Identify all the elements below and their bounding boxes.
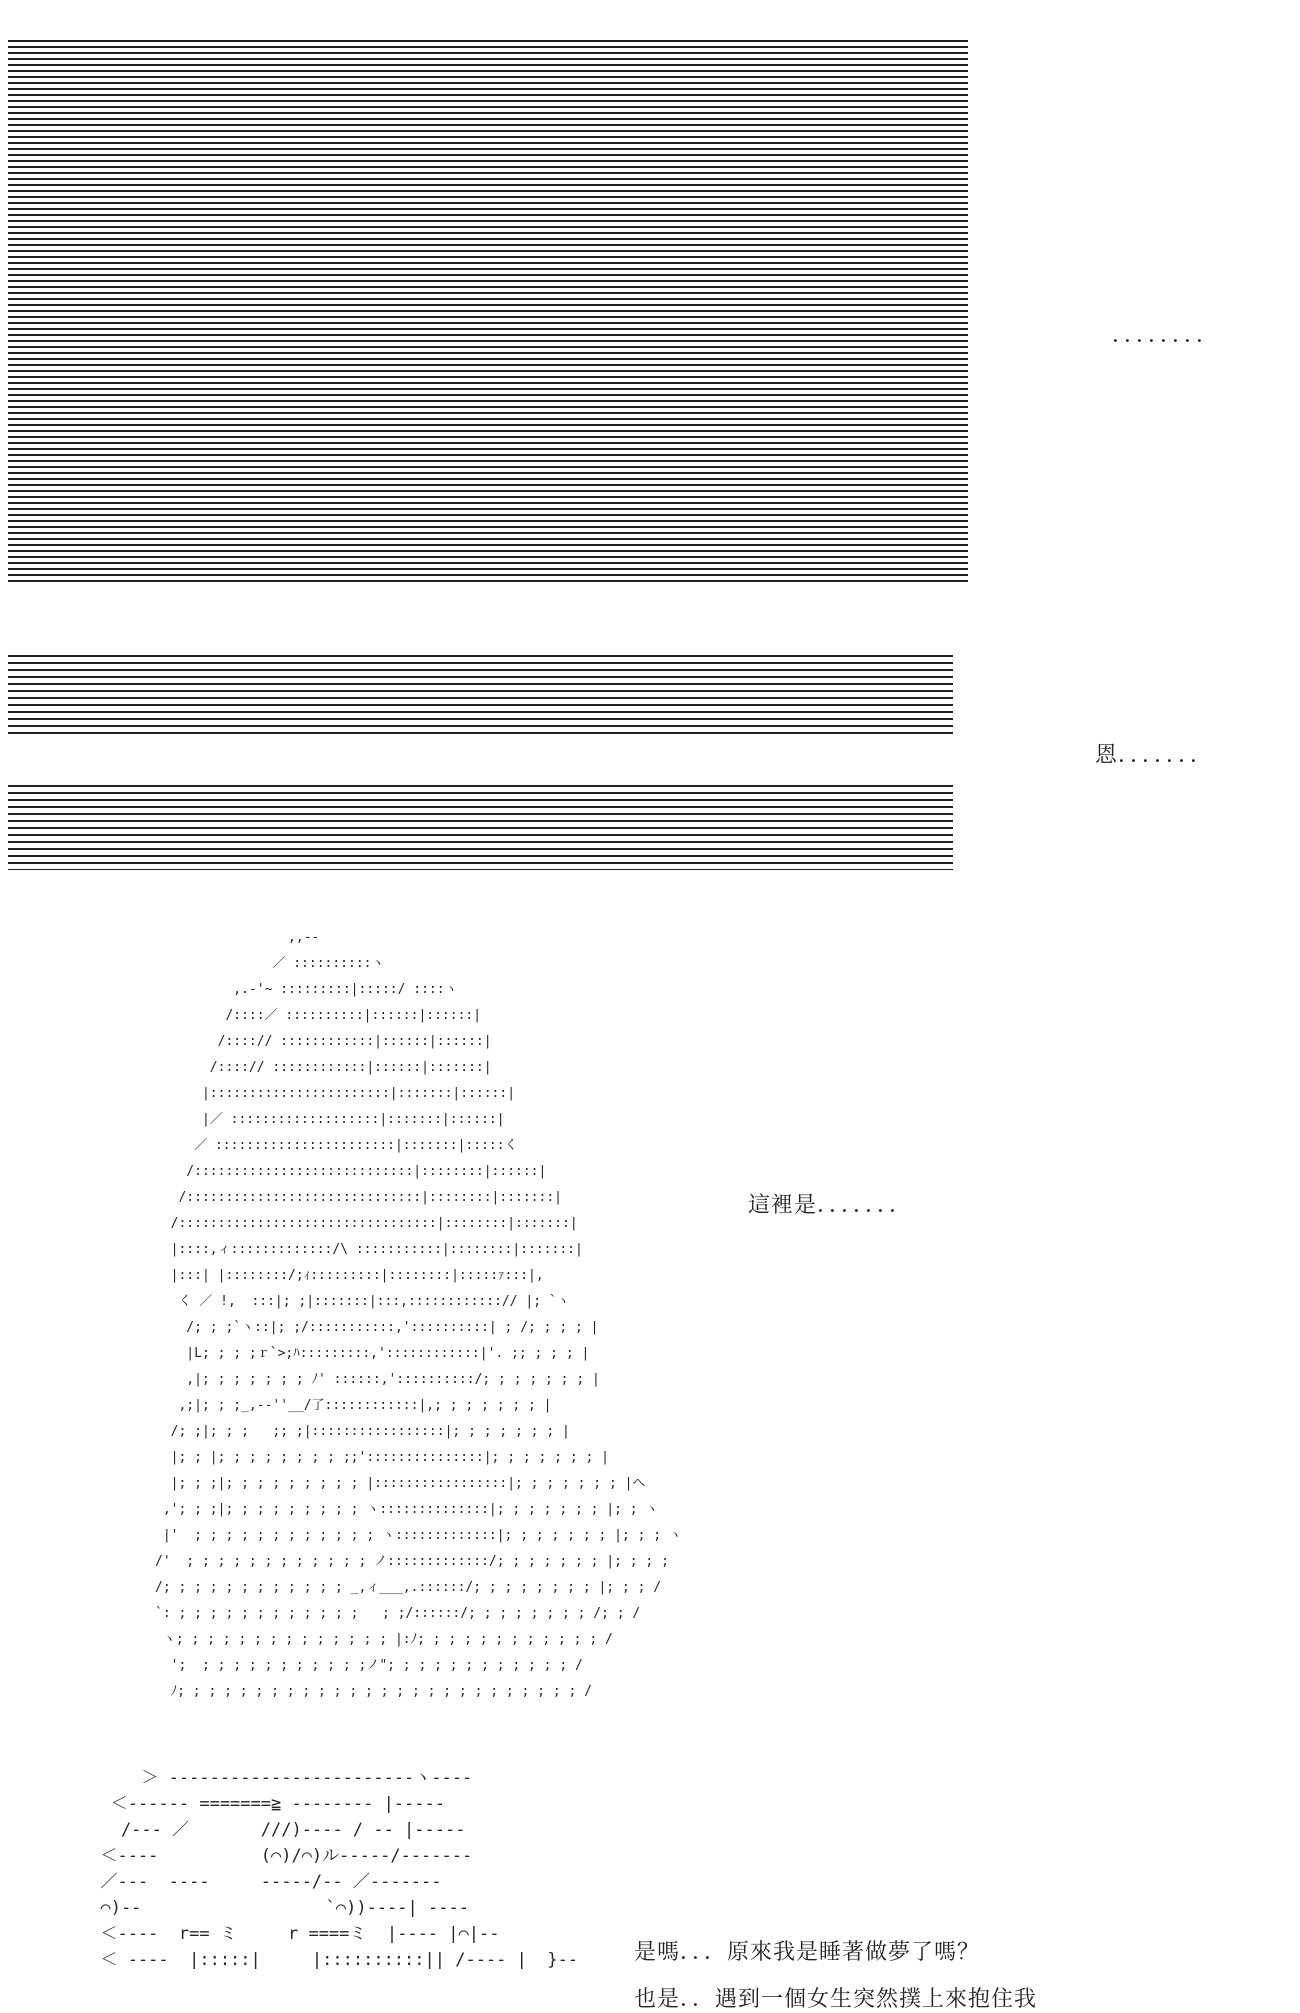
dash-line [8,352,968,354]
dash-line [8,112,968,114]
dash-line [8,394,968,396]
dash-line [8,172,968,174]
dash-line [8,142,968,144]
dash-line [8,100,968,102]
dash-line [8,711,953,713]
dash-line [8,118,968,120]
dash-line [8,418,968,420]
dash-line [8,538,968,540]
dash-line [8,848,953,850]
dash-line [8,424,968,426]
dash-line [8,76,968,78]
dash-line [8,70,968,72]
dash-line [8,154,968,156]
hooded-figure-ascii-art: ,,-- ／ ::::::::::ヽ ,.-'~ :::::::::|:::::/ ::::ヽ /::::／ ::::::::::|::::::|::::::| /::::// ::::::::::::|::::::|::::::| /::::// ::::::::::::|::::::|:::::::| |:::::::::::::::::::::::|:::::::|::::::| |／ :::::::::::::::::::|:::::::|::::::| ／ :::::::::::::::::::::::|:::::::|:::::く /::::::::::::::::::::::::::::|::::::::|::::::| /::::::::::::::::::::::::::::::|::::::::|:::::::| /:::::::::::::::::::::::::::::::::|::::::::|:::::::| |::::,ィ:::::::::::::/\ :::::::::::|::::::::|:::::::| |:::| |::::::::/;ｨ:::::::::|::::::::|:::::ｧ:::|, く ／ !, :::|; ;|:::::::|:::,::::::::::::// |; `ヽ /; ; ;`ヽ::|; ;/:::::::::::,'::::::::::| ; /; ; ; ; | |L; ; ; ;ｒ`>;ﾊ:::::::::,'::::::::::::|'. ;; ; ; ; | ,|; ; ; ; ; ; ; ﾉ' ::::::,'::::::::::/; ; ; ; ; ; ; | ,;|; ; ;_,--''__/了::::::::::::|,; ; ; ; ; ; ; | /; ;|; ; ; ;; ;|:::::::::::::::::|; ; ; ; ; ; ; | |; ; |; ; ; ; ; ; ; ; ;;':::::::::::::::|; ; ; ; ; ; ; | |; ; ;|; ; ; ; ; ; ; ; ; |:::::::::::::::::|; ; ; ; ; ; ; |へ ,'; ; ;|; ; ; ; ; ; ; ; ; ヽ::::::::::::::|; ; ; ; ; ; ; |; ; ヽ |' ; ; ; ; ; ; ; ; ; ; ; ; ヽ:::::::::::::|; ; ; ; ; ; ; |; ; ; ヽ /' ; ; ; ; ; ; ; ; ; ; ; ; ノ:::::::::::::/; ; ; ; ; ; ; |; ; ; ; /; ; ; ; ; ; ; ; ; ; ; ; _,ィ___,.::::::/; ; ; ; ; ; ; ; |; ; ; / `: ; ; ; ; ; ; ; ; ; ; ; ; ; ;/::::::/; ; ; ; ; ; ; ; /; ; / ヽ; ; ; ; ; ; ; ; ; ; ; ; ; ; |:ﾉ; ; ; ; ; ; ; ; ; ; ; ; / '; ; ; ; ; ; ; ; ; ; ; ;ノ"; ; ; ; ; ; ; ; ; ; ; ; / ﾉ; ; ; ; ; ; ; ; ; ; ; ; ; ; ; ; ; ; ; ; ; ; ; ; ; ; / [155,930,682,1699]
dash-line [8,232,968,234]
dash-line [8,280,968,282]
dash-line [8,514,968,516]
dash-line [8,655,953,657]
dash-line [8,400,968,402]
dash-line [8,827,953,829]
dash-line [8,466,968,468]
dash-line [8,220,968,222]
dash-line [8,364,968,366]
dash-line [8,820,953,822]
dash-line [8,412,968,414]
dash-line [8,460,968,462]
dash-line [8,88,968,90]
dash-line [8,238,968,240]
dash-line [8,813,953,815]
dark-lines-panel [8,40,968,585]
dash-line [8,669,953,671]
dash-line [8,82,968,84]
dash-line [8,286,968,288]
dash-line [8,322,968,324]
dash-line [8,46,968,48]
dash-line [8,799,953,801]
dash-line [8,478,968,480]
horizontal-line-field [8,40,968,585]
dash-line [8,490,968,492]
dash-line [8,690,953,692]
dash-line [8,202,968,204]
dash-line [8,732,953,734]
dash-line [8,792,953,794]
dash-line [8,683,953,685]
dash-line [8,370,968,372]
dash-line [8,725,953,727]
dash-line [8,328,968,330]
dash-line [8,190,968,192]
dash-line [8,256,968,258]
dash-line [8,520,968,522]
dash-line [8,304,968,306]
dash-line [8,834,953,836]
dash-line [8,94,968,96]
dash-line [8,502,968,504]
dash-line [8,298,968,300]
dialogue-line-1: ．．．．．．．． [1112,323,1220,348]
dash-line [8,166,968,168]
dash-line [8,526,968,528]
dash-line [8,855,953,857]
dash-line [8,184,968,186]
dash-line [8,436,968,438]
dash-line [8,556,968,558]
dash-line [8,268,968,270]
dash-line [8,214,968,216]
face-closeup-ascii-art: ＞ ------------------------ヽ---- ＜------ =======≧ -------- |----- /--- ／ ///)---- / -- |----- ＜---- (⌒)/⌒)ル-----/------- ／--- ---- -----/-- ／------- ⌒)-- `⌒))----| ---- ＜---- r== ミ r ====ミ |---- |⌒|-- ＜ ---- |:::::| |::::::::::|| /---- | }-- [100,1768,579,1970]
dash-line [8,136,968,138]
dash-line [8,442,968,444]
dash-line [8,148,968,150]
dash-line [8,52,968,54]
dash-line [8,334,968,336]
dash-line [8,574,968,576]
dash-line [8,382,968,384]
dash-line [8,208,968,210]
dash-line [8,718,953,720]
dash-line [8,40,968,42]
dash-line [8,106,968,108]
dialogue-line-2: 恩．．．．．．． [1095,743,1214,768]
dash-line [8,532,968,534]
dash-line [8,262,968,264]
dash-line [8,388,968,390]
dash-line [8,160,968,162]
dash-line [8,496,968,498]
dash-line [8,568,968,570]
dash-line [8,340,968,342]
dash-line [8,785,953,787]
dash-line [8,697,953,699]
upper-eyelid-lines [8,655,953,735]
dash-line [8,196,968,198]
dash-line [8,862,953,864]
dash-line [8,346,968,348]
dash-line [8,472,968,474]
dash-line [8,704,953,706]
eyes-opening-panel [8,655,953,870]
dialogue-line-5: 也是．．遇到一個女生突然撲上來抱住我 [634,1987,1038,2012]
dash-line [8,662,953,664]
dash-line [8,508,968,510]
dash-line [8,869,953,870]
lower-eyelid-lines [8,785,953,870]
dash-line [8,64,968,66]
dash-line [8,806,953,808]
dash-line [8,358,968,360]
dash-line [8,544,968,546]
dash-line [8,244,968,246]
dash-line [8,58,968,60]
dash-line [8,448,968,450]
dialogue-line-3: 這裡是．．．．．．． [748,1193,913,1218]
dash-line [8,310,968,312]
dash-line [8,580,968,582]
dash-line [8,124,968,126]
dash-line [8,406,968,408]
dash-line [8,484,968,486]
dash-line [8,130,968,132]
dash-line [8,676,953,678]
dash-line [8,841,953,843]
dash-line [8,550,968,552]
dialogue-line-4: 是嗎．．．原來我是睡著做夢了嗎？ [634,1940,981,1965]
dash-line [8,226,968,228]
dash-line [8,250,968,252]
dash-line [8,316,968,318]
dash-line [8,178,968,180]
dash-line [8,454,968,456]
dash-line [8,274,968,276]
dash-line [8,430,968,432]
dash-line [8,292,968,294]
dash-line [8,376,968,378]
dash-line [8,562,968,564]
